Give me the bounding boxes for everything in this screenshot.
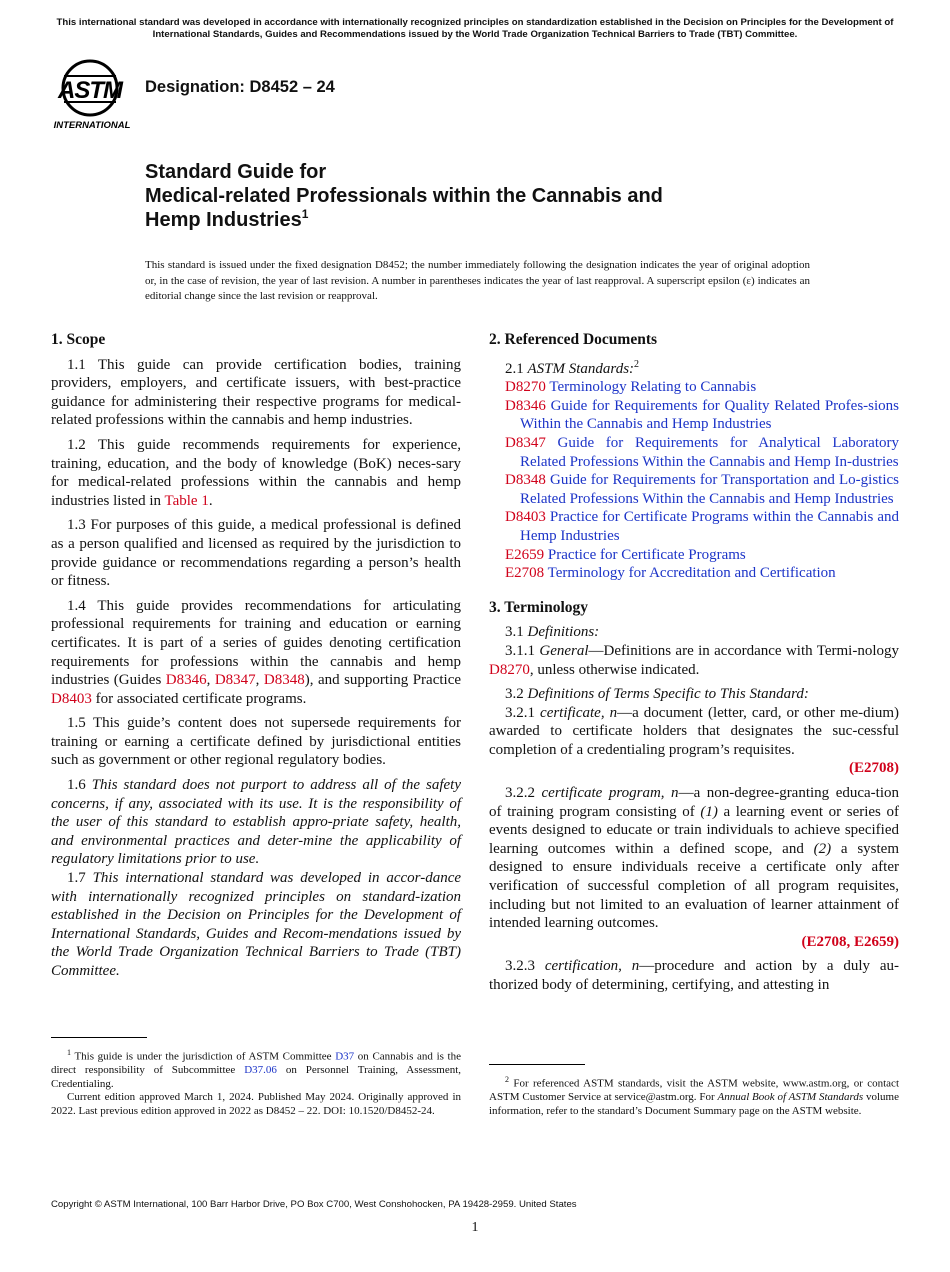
tbt-notice: This international standard was developed in accordance with internationally recognized principles on standardization established in the Decision on Principles for the Development of International Standards, Guides and Recommendations issued by the World Trade Organization Technical Barriers to Trade (TBT) Committee. — [56, 17, 894, 40]
term-3-2-3: 3.2.3 certification, n—procedure and action by a duly au-thorized body of determining, certifying, and attesting in — [489, 958, 900, 993]
e2659-source-link[interactable]: E2659 — [853, 933, 894, 950]
d8270-term-link[interactable]: D8270 — [489, 661, 530, 678]
reference-list — [489, 378, 899, 583]
footnote-divider-right — [489, 1064, 585, 1065]
reference-code-link[interactable]: D8346 — [505, 397, 546, 414]
term-3-1-1: 3.1.1 General—Definitions are in accordance with Termi-nology D8270, unless otherwise indicated. — [489, 642, 900, 678]
d8348-link[interactable]: D8348 — [263, 672, 305, 689]
astm-logo-icon — [52, 56, 136, 132]
terminology-heading: 3. Terminology — [489, 598, 589, 616]
reference-title-link[interactable]: Terminology Relating to Cannabis — [549, 379, 757, 396]
reference-item — [489, 546, 899, 565]
footnote-1: $^1$ This guide is under the jurisdiction of ASTM Committee D37 on Cannabis and is the direct responsibility of Subcommittee D37.06 on Personnel Training, Assessment, Credentialing. Current edition approved March 1, 2024. Published May 2024. Originally approved in 2022. Last previous edition approved in 2022 as D8452 – 22. DOI: 10.1520/D8452-24. — [51, 1048, 462, 1118]
d37-link[interactable]: D37 — [335, 1050, 355, 1063]
astm-logo — [52, 56, 136, 132]
d8347-link[interactable]: D8347 — [214, 672, 256, 689]
reference-title-link[interactable]: Practice for Certificate Programs within the Cannabis and Hemp Industries — [520, 509, 900, 544]
left-column — [51, 331, 461, 987]
reference-code-link[interactable]: D8403 — [505, 509, 546, 526]
issued-note: This standard is issued under the fixed designation D8452; the number immediately following the designation indicates the year of original adoption or, in the case of revision, the year of last revision. A number in parentheses indicates the year of last reapproval. A superscript epsilon (ε) indicates an editorial change since the last revision or reapproval. — [145, 259, 810, 302]
scope-1-6: 1.6 This standard does not purport to address all of the safety concerns, if any, associated with its use. It is the responsibility of the user of this standard to establish appro-priate safety, health, and environmental practices and deter-mine the applicability of regulatory limitations prior to use. — [51, 777, 462, 868]
term-3-2-2: 3.2.2 certificate program, n—a non-degree-granting educa-tion of training program consisting of (1) a learning event or series of events designed to educate or train individuals to achieve specified learning outcomes within a defined scope, and (2) a system designed to ensure individuals receive a certificate only after verification of successful completion of all program requisites, including but not limited to an evaluation of learner attainment of intended learning outcomes. — [489, 785, 899, 932]
title-line-1: Standard Guide for — [145, 161, 327, 183]
reference-item — [489, 434, 899, 471]
scope-heading: 1. Scope — [51, 331, 106, 348]
term-3-2-1: 3.2.1 certificate, n—a document (letter, card, or other me-dium) awarded to certificate holders that designates the suc-cessful completion of a credentialing program’s requisites. — [489, 704, 900, 758]
scope-1-5: 1.5 This guide’s content does not supersede requirements for training or earning a certificate defined by jurisdictional entities such as government or other regional regulatory bodies. — [51, 715, 461, 769]
title-line-3 — [145, 208, 845, 232]
document-title — [145, 160, 845, 232]
reference-title-link[interactable]: Guide for Requirements for Transportation and Lo-gistics Related Professions Within the Cannabis and Hemp Industries — [520, 472, 899, 507]
designation: Designation: D8452 – 24 — [145, 78, 335, 96]
d8346-link[interactable]: D8346 — [165, 672, 207, 689]
scope-1-7: 1.7 This international standard was developed in accor-dance with internationally recognized principles on standard-ization established in the Decision on Principles for the Development of International Standards, Guides and Recom-mendations issued by the World Trade Organization Technical Barriers to Trade (TBT) Committee. — [51, 870, 462, 979]
reference-item — [489, 471, 899, 508]
footnote-2: $^2$ For referenced ASTM standards, visit the ASTM website, www.astm.org, or contact ASTM Customer Service at service@astm.org. For Annual Book of ASTM Standards volume information, refer to the standard’s Document Summary page on the ASTM website. — [489, 1075, 899, 1117]
footnote-divider-left — [51, 1037, 147, 1038]
copyright: Copyright © ASTM International, 100 Barr Harbor Drive, PO Box C700, West Conshohocken, PA 19428-2959. United States — [51, 1199, 577, 1210]
scope-1-1: 1.1 This guide can provide certification bodies, training providers, employers, and certificate issuers, with best-practice guidance for administering their respective programs for medical-related professions within the cannabis and hemp industries. — [51, 356, 461, 429]
title-line-2: Medical-related Professionals within the Cannabis and — [145, 185, 663, 207]
reference-item — [489, 508, 899, 545]
term-3-2: 3.2 Definitions of Terms Specific to This Standard: — [505, 686, 809, 703]
reference-title-link[interactable]: Guide for Requirements for Analytical Laboratory Related Professions Within the Cannabis and Hemp In-dustries — [520, 434, 899, 470]
refdocs-2-1: 2.1 ASTM Standards:$^2$ — [505, 358, 640, 377]
page-number: 1 — [471, 1220, 479, 1235]
reference-code-link[interactable]: D8347 — [505, 434, 546, 451]
scope-1-4: 1.4 This guide provides recommendations for articulating professional requirements for training and education or earning certificates. It is part of a series of guides denoting certification requirements for professions within the cannabis and hemp industries (Guides D8346, D8347, D8348), and supporting Practice D8403 for associated certificate programs. — [51, 597, 462, 707]
term-3-2-1-source: (E2708) — [848, 760, 899, 777]
reference-code-link[interactable]: E2659 — [505, 546, 545, 563]
e2708-source-link[interactable]: E2708 — [853, 760, 894, 777]
reference-code-link[interactable]: D8270 — [505, 379, 546, 396]
term-3-2-2-source: (E2708, E2659) — [801, 933, 899, 950]
reference-item — [489, 397, 899, 434]
reference-title-link[interactable]: Guide for Requirements for Quality Related Profes-sions Within the Cannabis and Hemp Industries — [520, 397, 900, 433]
reference-code-link[interactable]: D8348 — [505, 472, 546, 489]
table-1-link[interactable]: Table 1 — [164, 492, 209, 509]
reference-title-link[interactable]: Practice for Certificate Programs — [547, 546, 746, 563]
title-footnote-mark: 1 — [301, 207, 309, 221]
reference-item — [489, 378, 899, 397]
svg-text:ASTM: ASTM — [58, 77, 122, 104]
scope-1-3: 1.3 For purposes of this guide, a medical professional is defined as a person qualified and licensed as required by the jurisdiction to provide guidance or recommendations regarding a person’s health or fitness. — [51, 517, 461, 590]
title-line-3-text: Hemp Industries — [145, 209, 302, 231]
scope-1-2: 1.2 This guide recommends requirements for experience, training, education, and the body of knowledge (BoK) neces-sary for medical-related professions within the cannabis and hemp industries listed in Table 1. — [51, 436, 461, 509]
term-3-1: 3.1 Definitions: — [505, 624, 600, 641]
e2708-source-link-2[interactable]: E2708 — [806, 933, 847, 950]
refdocs-heading: 2. Referenced Documents — [489, 331, 658, 348]
d37-06-link[interactable]: D37.06 — [244, 1064, 277, 1077]
svg-text:INTERNATIONAL: INTERNATIONAL — [53, 120, 131, 131]
reference-title-link[interactable]: Terminology for Accreditation and Certification — [547, 565, 836, 582]
footnote-1-edition: Current edition approved March 1, 2024. Published May 2024. Originally approved in 2022. Last previous edition approved in 2022 as D8452 – 22. DOI: 10.1520/D8452-24. — [51, 1091, 461, 1118]
right-column — [489, 331, 899, 995]
d8403-link[interactable]: D8403 — [51, 690, 92, 707]
reference-code-link[interactable]: E2708 — [505, 565, 545, 582]
reference-item — [489, 564, 899, 583]
